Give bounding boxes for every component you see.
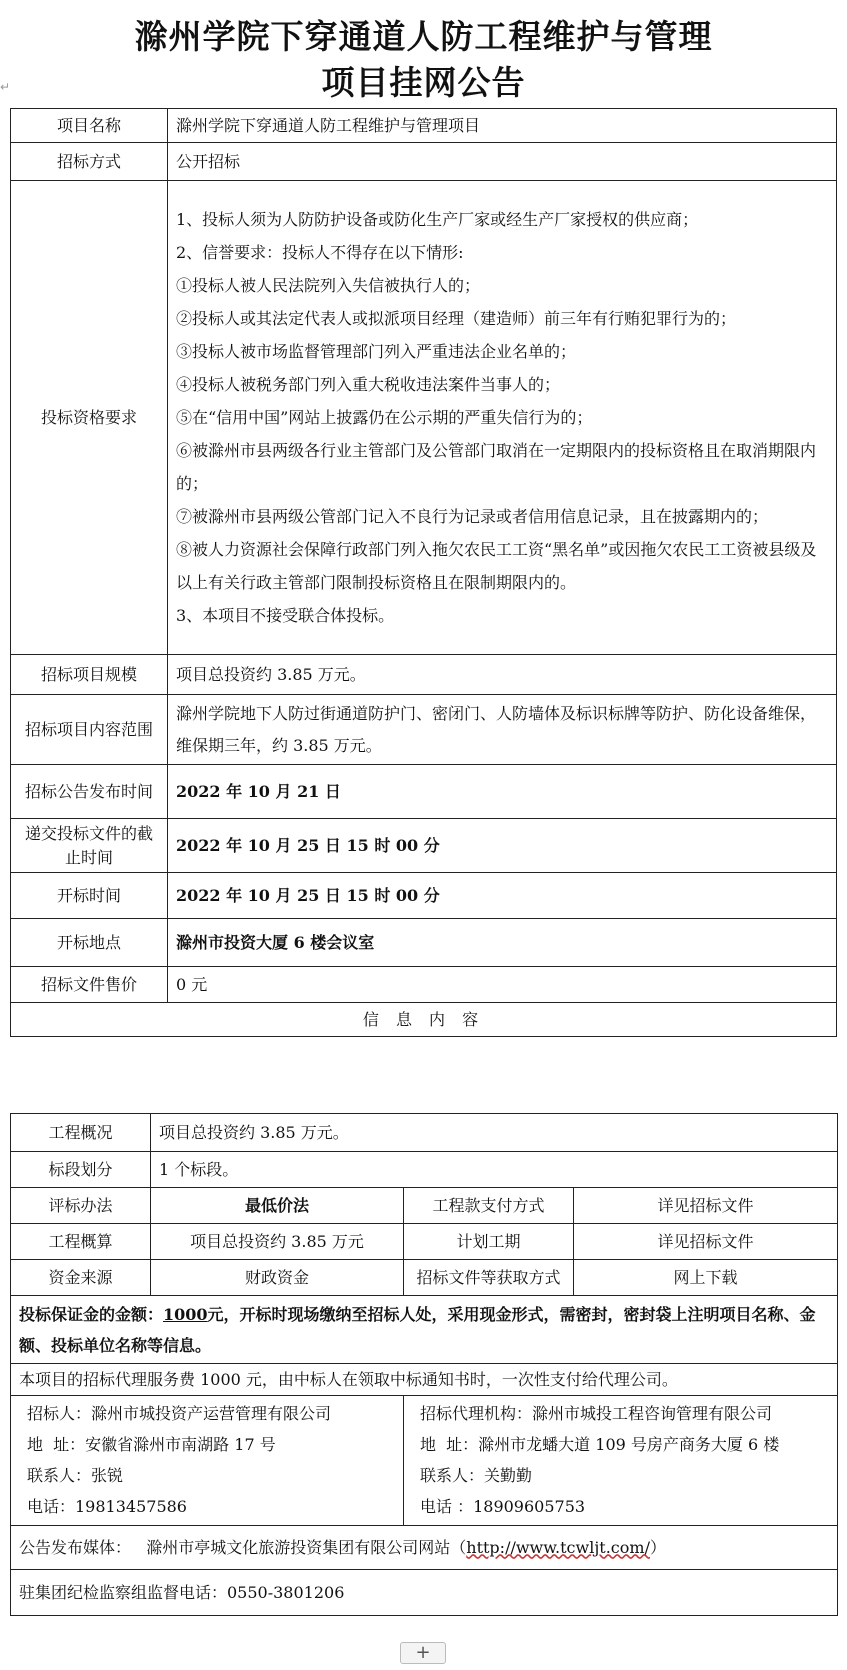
- fund-source-label: 资金来源: [11, 1260, 151, 1296]
- deposit-suffix: 元，开标时现场缴纳至招标人处，采用现金形式，需密封，密封袋上注明项目名称、金额、投标单位名称等信息。: [19, 1304, 816, 1355]
- sections-label: 标段划分: [11, 1152, 151, 1188]
- media-note: [11, 1526, 838, 1570]
- fund-source-value: 财政资金: [151, 1260, 404, 1296]
- agency-contact: [404, 1396, 838, 1526]
- supervision-note: 驻集团纪检监察组监督电话：0550-3801206: [11, 1570, 838, 1616]
- agency-contact-person: 联系人：关勤勤: [420, 1466, 533, 1485]
- project-name-label: 项目名称: [11, 109, 168, 143]
- sections-value: 1 个标段。: [151, 1152, 838, 1188]
- payment-method-label: 工程款支付方式: [404, 1188, 574, 1224]
- payment-method-value: 详见招标文件: [574, 1188, 838, 1224]
- table-row: [11, 1296, 838, 1364]
- open-time-value: 2022 年 10 月 25 日 15 时 00 分: [168, 873, 837, 919]
- deposit-note: [11, 1296, 838, 1364]
- table-row: [11, 1526, 838, 1570]
- table-row: [11, 919, 837, 967]
- duration-label: 计划工期: [404, 1224, 574, 1260]
- document-title: [0, 14, 847, 106]
- table-row: [11, 967, 837, 1003]
- table-row: [11, 655, 837, 695]
- agency-phone: 电话 ：18909605753: [420, 1497, 586, 1516]
- table-row: [11, 143, 837, 181]
- media-url-link[interactable]: http://www.tcwljt.com/: [466, 1537, 650, 1557]
- agency-name: 招标代理机构：滁州市城投工程咨询管理有限公司: [420, 1404, 773, 1423]
- agent-fee-note: 本项目的招标代理服务费 1000 元，由中标人在领取中标通知书时，一次性支付给代理公司。: [11, 1364, 838, 1396]
- tender-info-table: [10, 108, 837, 1037]
- open-time-label: 开标时间: [11, 873, 168, 919]
- doc-price-label: 招标文件售价: [11, 967, 168, 1003]
- duration-value: 详见招标文件: [574, 1224, 838, 1260]
- scale-value: 项目总投资约 3.85 万元。: [168, 655, 837, 695]
- add-row-button[interactable]: +: [400, 1642, 446, 1664]
- table-move-handle-icon[interactable]: ↵: [0, 80, 11, 94]
- table-row: [11, 181, 837, 655]
- qualification-item: ②投标人或其法定代表人或拟派项目经理（建造师）前三年有行贿犯罪行为的；: [176, 309, 737, 328]
- table-row: [11, 109, 837, 143]
- doc-access-label: 招标文件等获取方式: [404, 1260, 574, 1296]
- open-place-value: 滁州市投资大厦 6 楼会议室: [168, 919, 837, 967]
- doc-price-value: 0 元: [168, 967, 837, 1003]
- qualification-list: [168, 181, 837, 655]
- table-row: [11, 873, 837, 919]
- deposit-prefix: 投标保证金的金额：: [19, 1304, 164, 1324]
- scale-label: 招标项目规模: [11, 655, 168, 695]
- table-row: [11, 1152, 838, 1188]
- deadline-label: 递交投标文件的截止时间: [11, 819, 168, 873]
- media-prefix: 公告发布媒体： 滁州市亭城文化旅游投资集团有限公司网站（: [19, 1537, 467, 1557]
- info-content-table: [10, 1113, 838, 1616]
- eval-method-value: 最低价法: [151, 1188, 404, 1224]
- qualification-label: 投标资格要求: [11, 181, 168, 655]
- budget-label: 工程概算: [11, 1224, 151, 1260]
- tenderer-contact-person: 联系人：张锐: [27, 1466, 124, 1485]
- doc-access-value: 网上下载: [574, 1260, 838, 1296]
- budget-value: 项目总投资约 3.85 万元: [151, 1224, 404, 1260]
- qualification-item: 1、投标人须为人防防护设备或防化生产厂家或经生产厂家授权的供应商；: [176, 210, 699, 229]
- title-line-1: 滁州学院下穿通道人防工程维护与管理: [134, 17, 713, 56]
- table-row: [11, 1188, 838, 1224]
- table-row: [11, 1396, 838, 1526]
- table-row: [11, 1114, 838, 1152]
- qualification-item: 3、本项目不接受联合体投标。: [176, 606, 395, 625]
- qualification-item: ③投标人被市场监督管理部门列入严重违法企业名单的；: [176, 342, 577, 361]
- tenderer-name: 招标人：滁州市城投资产运营管理有限公司: [27, 1404, 332, 1423]
- qualification-item: ⑤在“信用中国”网站上披露仍在公示期的严重失信行为的；: [176, 408, 593, 427]
- eval-method-label: 评标办法: [11, 1188, 151, 1224]
- qualification-item: ⑧被人力资源社会保障行政部门列入拖欠农民工工资“黑名单”或因拖欠农民工工资被县级及以上有关行政主管部门限制投标资格且在限制期限内的。: [176, 540, 817, 592]
- qualification-item: ⑥被滁州市县两级各行业主管部门及公管部门取消在一定期限内的投标资格且在取消期限内的；: [176, 441, 817, 493]
- publish-time-value: 2022 年 10 月 21 日: [168, 765, 837, 819]
- overview-label: 工程概况: [11, 1114, 151, 1152]
- tenderer-phone: 电话：19813457586: [27, 1497, 187, 1516]
- table-row: [11, 1003, 837, 1037]
- qualification-item: ④投标人被税务部门列入重大税收违法案件当事人的；: [176, 375, 561, 394]
- scope-value: 滁州学院地下人防过街通道防护门、密闭门、人防墙体及标识标牌等防护、防化设备维保，维保期三年，约 3.85 万元。: [168, 695, 837, 765]
- qualification-item: ⑦被滁州市县两级公管部门记入不良行为记录或者信用信息记录，且在披露期内的；: [176, 507, 769, 526]
- table-row: [11, 695, 837, 765]
- open-place-label: 开标地点: [11, 919, 168, 967]
- table-row: [11, 1364, 838, 1396]
- tender-method-label: 招标方式: [11, 143, 168, 181]
- overview-value: 项目总投资约 3.85 万元。: [151, 1114, 838, 1152]
- deposit-amount: 1000: [163, 1304, 208, 1324]
- info-section-header: 信 息 内 容: [11, 1003, 837, 1037]
- project-name-value: 滁州学院下穿通道人防工程维护与管理项目: [168, 109, 837, 143]
- tenderer-contact: [11, 1396, 404, 1526]
- table-row: [11, 1260, 838, 1296]
- tender-method-value: 公开招标: [168, 143, 837, 181]
- title-line-2: 项目挂网公告: [321, 63, 526, 102]
- tenderer-address: 地 址：安徽省滁州市南湖路 17 号: [27, 1435, 276, 1454]
- publish-time-label: 招标公告发布时间: [11, 765, 168, 819]
- table-row: [11, 819, 837, 873]
- qualification-item: ①投标人被人民法院列入失信被执行人的；: [176, 276, 481, 295]
- media-suffix: ）: [649, 1537, 666, 1557]
- table-row: [11, 1224, 838, 1260]
- agency-address: 地 址：滁州市龙蟠大道 109 号房产商务大厦 6 楼: [420, 1435, 780, 1454]
- scope-label: 招标项目内容范围: [11, 695, 168, 765]
- qualification-item: 2、信誉要求：投标人不得存在以下情形:: [176, 243, 464, 262]
- deadline-value: 2022 年 10 月 25 日 15 时 00 分: [168, 819, 837, 873]
- table-row: [11, 1570, 838, 1616]
- table-row: [11, 765, 837, 819]
